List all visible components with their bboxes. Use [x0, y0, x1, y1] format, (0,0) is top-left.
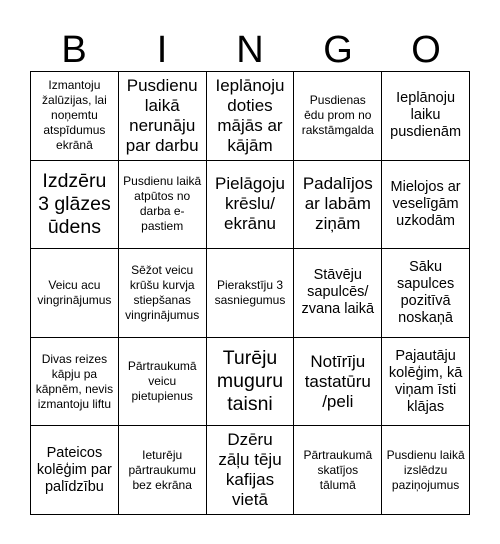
bingo-cell[interactable]: Pārtraukumā skatījos tālumā [294, 426, 382, 515]
bingo-cell[interactable]: Ieplānoju laiku pusdienām [382, 72, 470, 161]
bingo-cell[interactable]: Pierakstīju 3 sasniegumus [207, 249, 295, 338]
bingo-cell[interactable]: Veicu acu vingrinājumus [31, 249, 119, 338]
bingo-header [30, 28, 470, 72]
bingo-cell[interactable]: Pateicos kolēģim par palīdzību [31, 426, 119, 515]
bingo-cell[interactable]: Padalījos ar labām ziņām [294, 161, 382, 250]
bingo-grid [30, 71, 470, 515]
bingo-cell[interactable]: Pārtraukumā veicu pietupienus [119, 338, 207, 427]
bingo-cell[interactable]: Divas reizes kāpju pa kāpnēm, nevis izmantoju liftu [31, 338, 119, 427]
header-letter-o: O [411, 29, 441, 71]
bingo-cell[interactable]: Mielojos ar veselīgām uzkodām [382, 161, 470, 250]
bingo-cell[interactable]: Sēžot veicu krūšu kurvja stiepšanas vingrinājumus [119, 249, 207, 338]
bingo-cell[interactable]: Pusdienas ēdu prom no rakstāmgalda [294, 72, 382, 161]
bingo-cell[interactable]: Dzēru zāļu tēju kafijas vietā [207, 426, 295, 515]
bingo-cell[interactable]: Ieturēju pārtraukumu bez ekrāna [119, 426, 207, 515]
bingo-cell[interactable]: Izdzēru 3 glāzes ūdens [31, 161, 119, 250]
bingo-cell[interactable]: Stāvēju sapulcēs/ zvana laikā [294, 249, 382, 338]
bingo-cell[interactable]: Pajautāju kolēģim, kā viņam īsti klājas [382, 338, 470, 427]
bingo-cell[interactable]: Pusdienu laikā izslēdzu paziņojumus [382, 426, 470, 515]
bingo-cell[interactable]: Notīrīju tastatūru /peli [294, 338, 382, 427]
header-letter-b: B [61, 29, 87, 71]
bingo-cell[interactable]: Pielāgoju krēslu/ ekrānu [207, 161, 295, 250]
bingo-cell[interactable]: Izmantoju žalūzijas, lai noņemtu atspīdumus ekrānā [31, 72, 119, 161]
header-letter-i: I [156, 29, 168, 71]
bingo-cell[interactable]: Sāku sapulces pozitīvā noskaņā [382, 249, 470, 338]
header-letter-g: G [323, 29, 353, 71]
bingo-cell[interactable]: Pusdienu laikā nerunāju par darbu [119, 72, 207, 161]
header-letter-n: N [236, 29, 264, 71]
bingo-cell[interactable]: Pusdienu laikā atpūtos no darba e-pastiem [119, 161, 207, 250]
bingo-cell[interactable]: Ieplānoju doties mājās ar kājām [207, 72, 295, 161]
bingo-cell[interactable]: Turēju muguru taisni [207, 338, 295, 427]
